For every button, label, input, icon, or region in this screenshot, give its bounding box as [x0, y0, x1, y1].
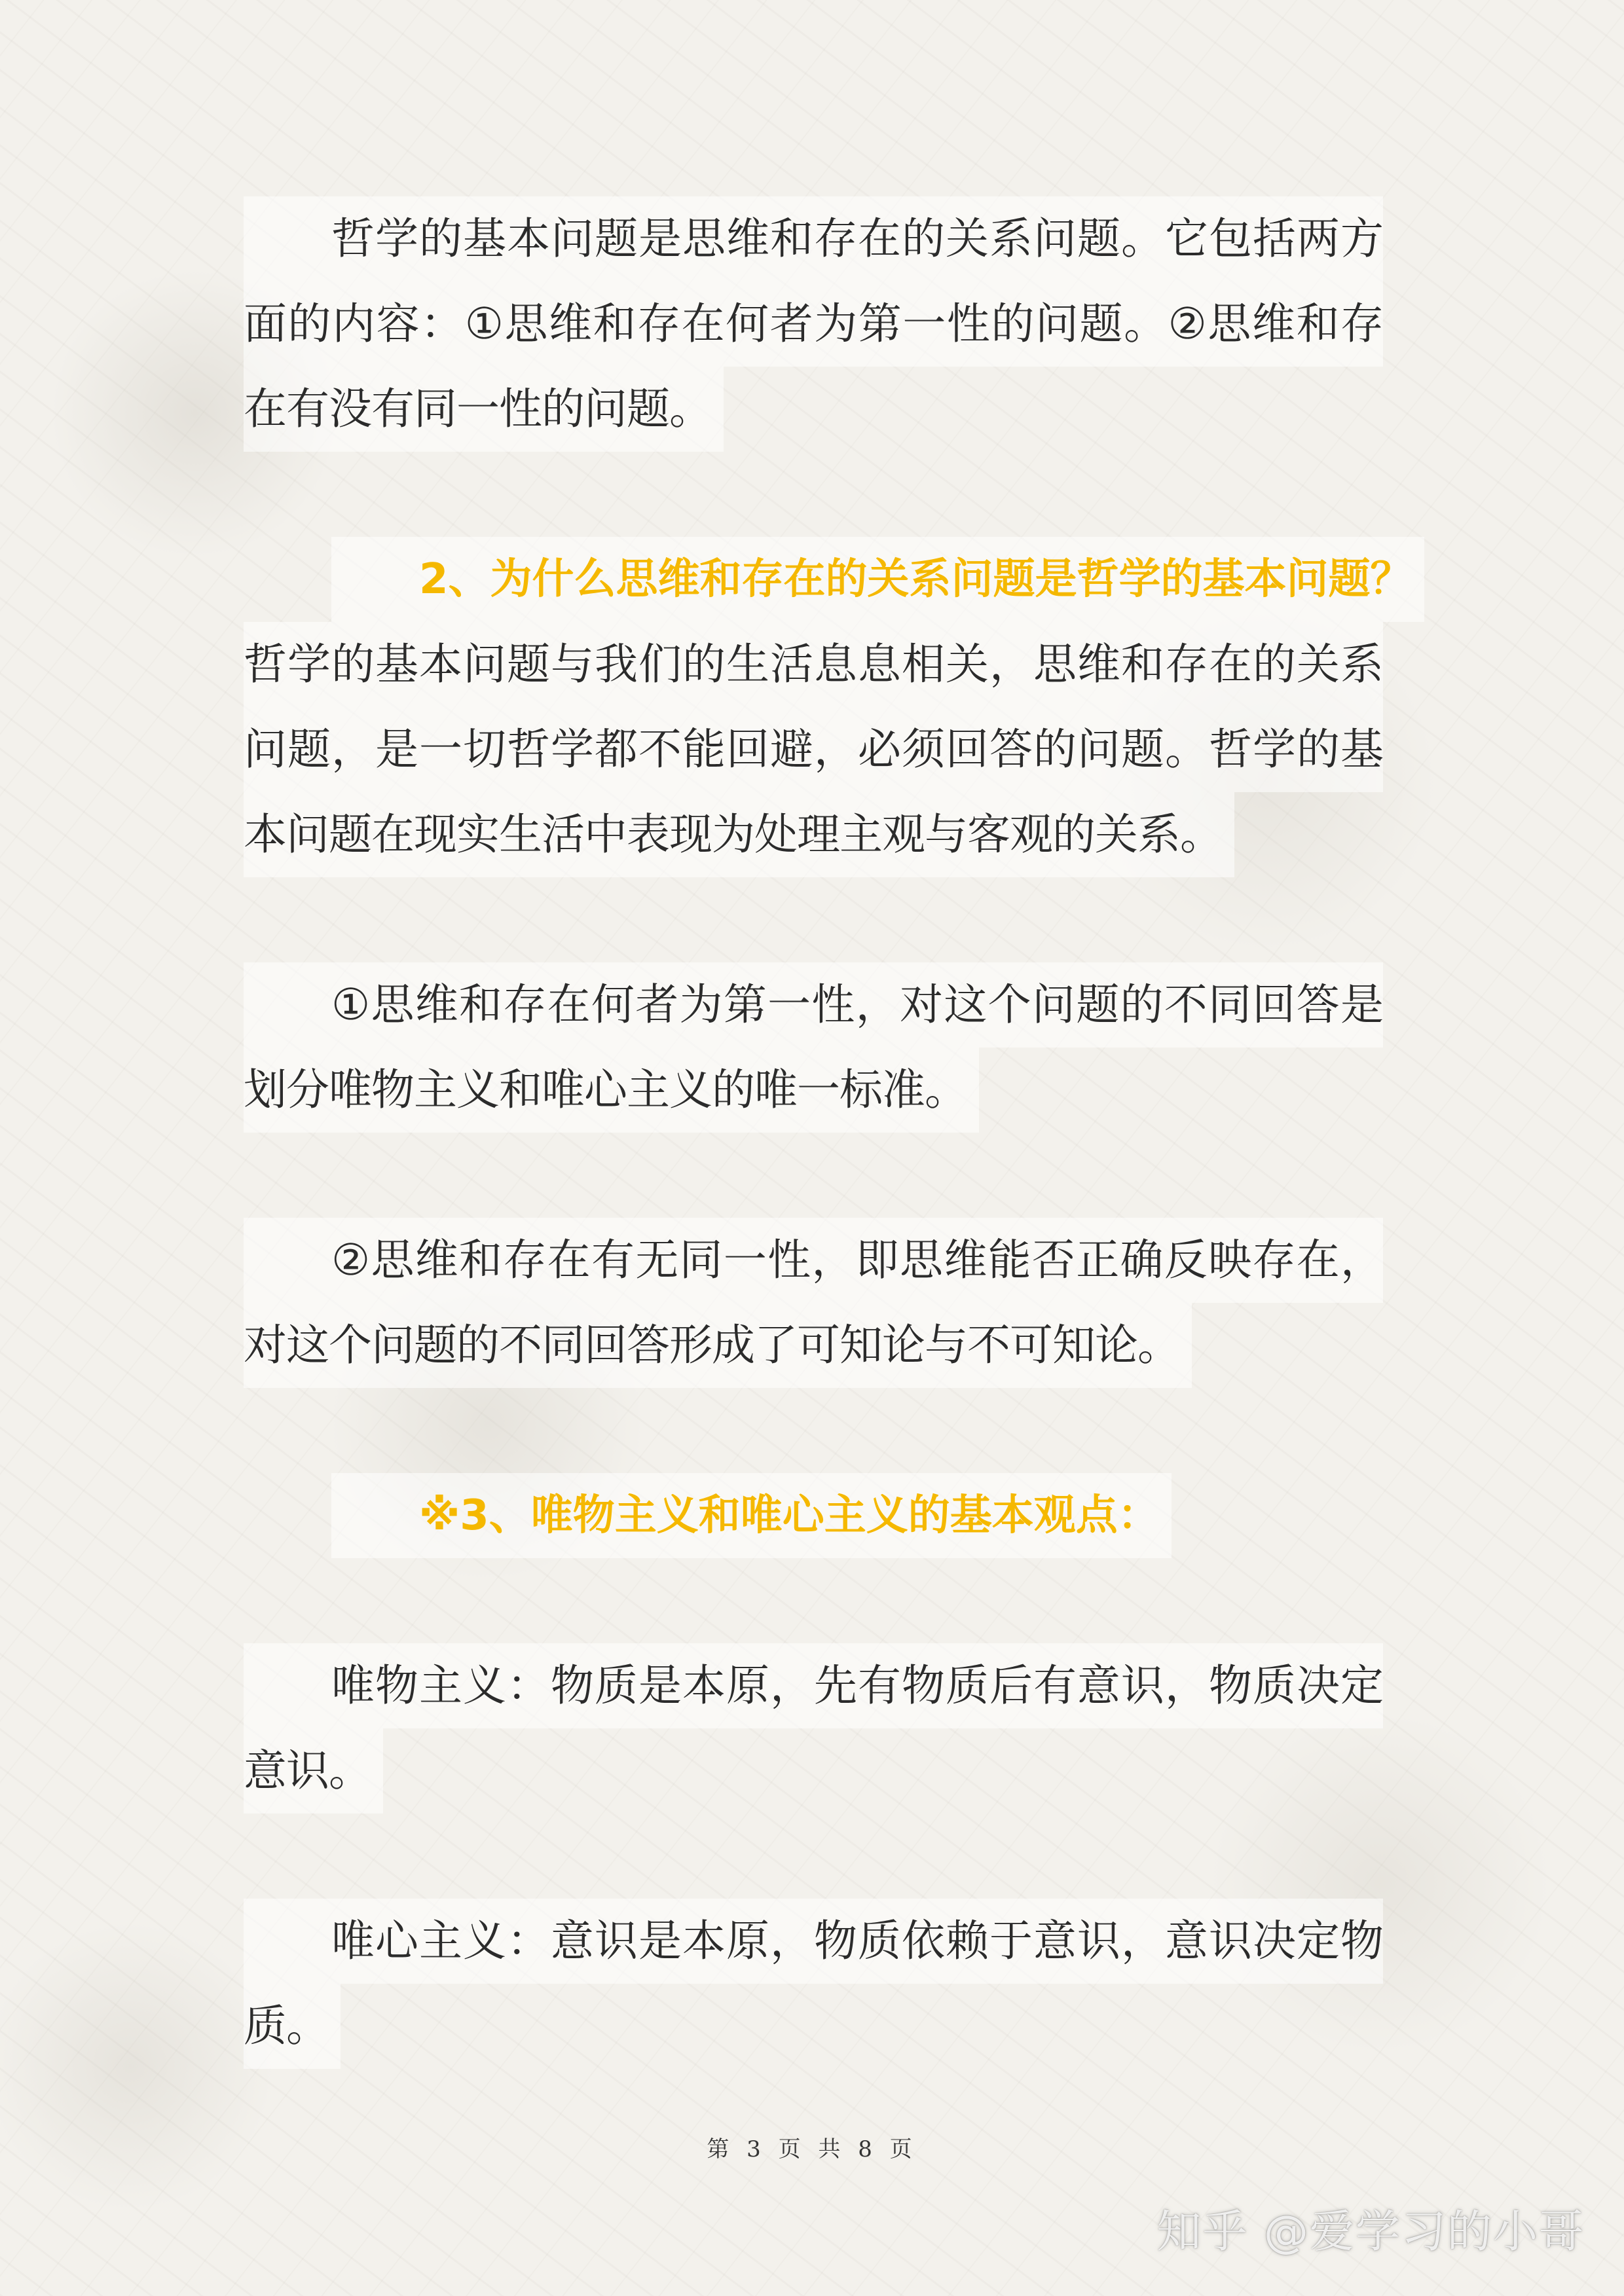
page-number: 第 3 页 共 8 页: [707, 2136, 917, 2162]
text-line: 质。: [244, 1984, 341, 2069]
paragraph-first-aspect: [244, 962, 1383, 1133]
text-line: 唯物主义：物质是本原，先有物质后有意识，物质决定: [244, 1643, 1383, 1728]
text-line: 面的内容：①思维和存在何者为第一性的问题。②思维和存: [244, 282, 1383, 367]
document-body: [244, 196, 1412, 2069]
text-line: 哲学的基本问题是思维和存在的关系问题。它包括两方: [244, 196, 1383, 282]
text-line: 意识。: [244, 1728, 383, 1813]
text-line: 划分唯物主义和唯心主义的唯一标准。: [244, 1048, 979, 1133]
heading-text: 2、为什么思维和存在的关系问题是哲学的基本问题？: [331, 537, 1424, 622]
text-line: 哲学的基本问题与我们的生活息息相关，思维和存在的关系: [244, 622, 1383, 707]
section-heading-2: [244, 537, 1412, 622]
text-line: 对这个问题的不同回答形成了可知论与不可知论。: [244, 1303, 1192, 1388]
paragraph-basic-question: [244, 196, 1383, 452]
text-line: 问题，是一切哲学都不能回避，必须回答的问题。哲学的基: [244, 707, 1383, 792]
heading-text: ※3、唯物主义和唯心主义的基本观点：: [331, 1473, 1172, 1558]
text-line: ①思维和存在何者为第一性，对这个问题的不同回答是: [244, 962, 1383, 1048]
text-line: ②思维和存在有无同一性，即思维能否正确反映存在，: [244, 1218, 1383, 1303]
text-line: 唯心主义：意识是本原，物质依赖于意识，意识决定物: [244, 1899, 1383, 1984]
watermark: 知乎 @爱学习的小哥: [1156, 2206, 1585, 2258]
text-line: 在有没有同一性的问题。: [244, 367, 724, 452]
paragraph-materialism: [244, 1643, 1383, 1813]
text-line: 本问题在现实生活中表现为处理主观与客观的关系。: [244, 792, 1234, 877]
section-heading-3: [244, 1473, 1383, 1558]
paragraph-why-basic-question: [244, 622, 1383, 877]
paragraph-second-aspect: [244, 1218, 1383, 1388]
paragraph-idealism: [244, 1899, 1383, 2069]
